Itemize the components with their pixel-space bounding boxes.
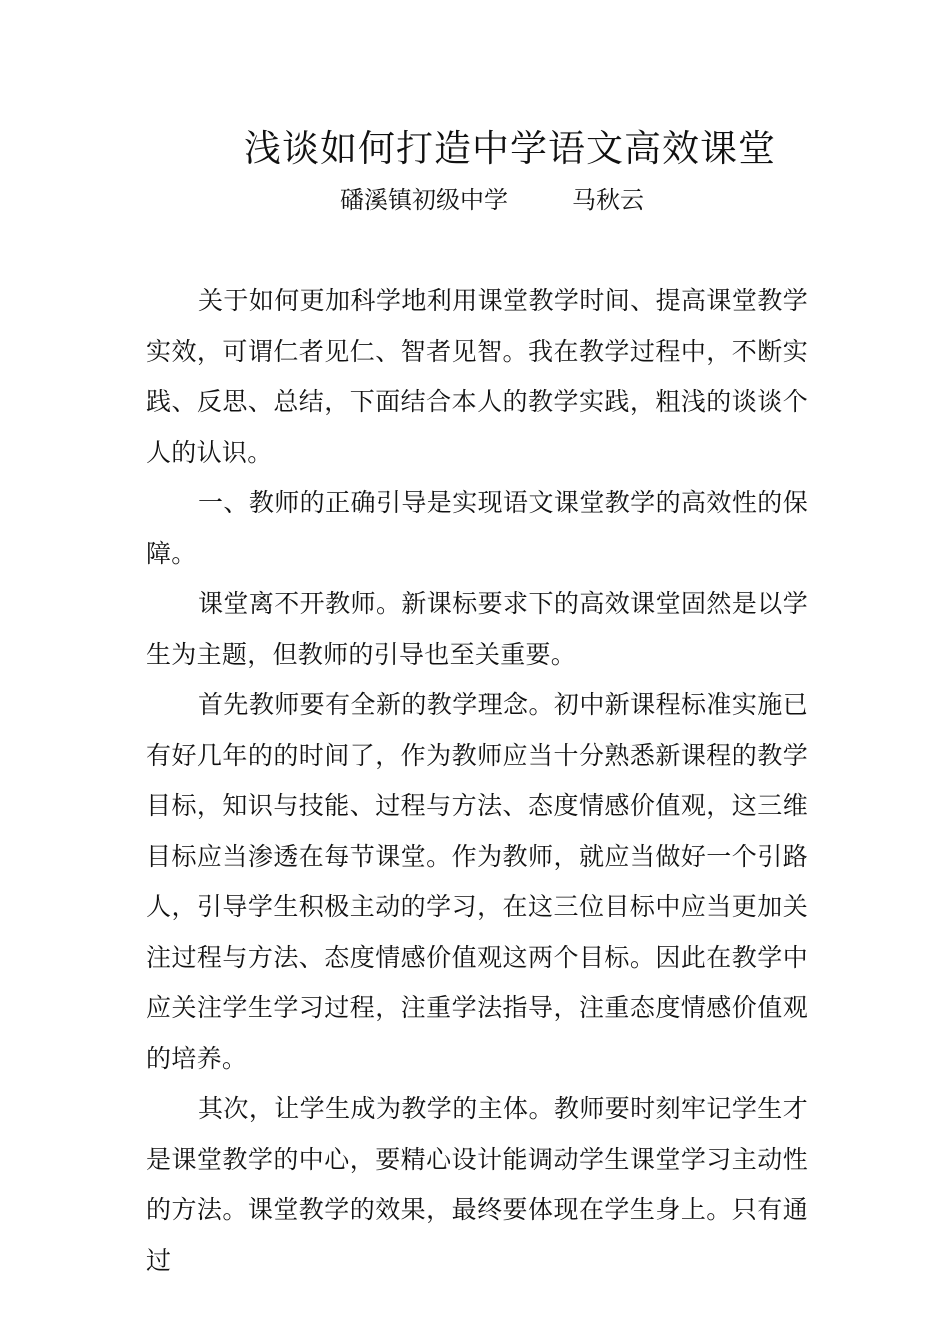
paragraph: 其次，让学生成为教学的主体。教师要时刻牢记学生才是课堂教学的中心，要精心设计能调动学生课堂学习主动性的方法。课堂教学的效果，最终要体现在学生身上。只有通过 [146, 1094, 808, 1275]
byline [340, 184, 644, 216]
paragraph: 关于如何更加科学地利用课堂教学时间、提高课堂教学实效，可谓仁者见仁、智者见智。我在教学过程中，不断实践、反思、总结，下面结合本人的教学实践，粗浅的谈谈个人的认识。 [146, 286, 808, 467]
section-heading: 一、教师的正确引导是实现语文课堂教学的高效性的保障。 [146, 488, 808, 568]
school-name: 磻溪镇初级中学 [340, 186, 508, 214]
document-title: 浅谈如何打造中学语文高效课堂 [244, 127, 776, 170]
paragraph: 首先教师要有全新的教学理念。初中新课程标准实施已有好几年的的时间了，作为教师应当十分熟悉新课程的教学目标，知识与技能、过程与方法、态度情感价值观，这三维目标应当渗透在每节课堂。作为教师，就应当做好一个引路人，引导学生积极主动的学习，在这三位目标中应当更加关注过程与方法、态度情感价值观这两个目标。因此在教学中应关注学生学习过程，注重学法指导，注重态度情感价值观的培养。 [146, 690, 808, 1073]
document-body [146, 276, 808, 1286]
paragraph: 课堂离不开教师。新课标要求下的高效课堂固然是以学生为主题，但教师的引导也至关重要。 [146, 589, 808, 669]
author-name: 马秋云 [572, 186, 644, 214]
